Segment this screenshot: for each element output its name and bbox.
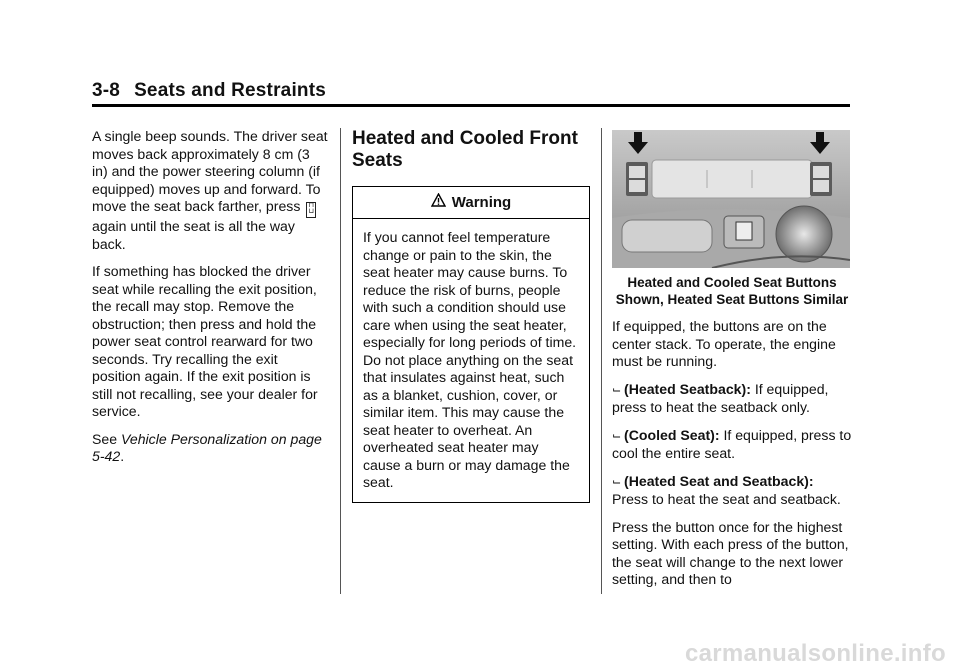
list-item: ⌙ (Heated Seat and Seatback): Press to heat the seat and seatback.	[612, 472, 841, 507]
warning-text: If you cannot feel temperature change or pain to the skin, the seat heater may cause burns. To reduce the risk of burns, people with such a condition should use care when using the seat heater, especially for long periods of time. Do not place anything on the seat that insulates against heat, such as a blanket, cushion, cover, or similar item. This may cause the seat heater to overheat. An overheated seat heater may cause a burn or may damage the seat.	[363, 229, 577, 490]
column-divider	[340, 128, 341, 594]
paragraph: A single beep sounds. The driver seat moves back approximately 8 cm (3 in) and the power steering column (if equipped) moves up and forward. To move the seat back farther, press ⊓ ⊔ again until the seat is all the way back.	[92, 128, 328, 252]
warning-triangle-icon	[431, 193, 446, 212]
seat-buttons-photo	[612, 130, 850, 268]
warning-header	[353, 187, 589, 219]
list-item: ⌙ (Heated Seatback): If equipped, press to heat the seatback only.	[612, 380, 829, 415]
warning-title: Warning	[451, 193, 512, 211]
page-number: 3-8	[92, 80, 121, 101]
heated-seatback-icon: ⌙	[612, 383, 622, 396]
page-header	[92, 80, 850, 102]
column-3	[612, 130, 852, 599]
section-title: Seats and Restraints	[134, 80, 327, 101]
paragraph: If something has blocked the driver seat while recalling the exit position, the recall may stop. Remove the obstruction; then press and hold the power seat control rearward for two seconds. Try recalling the exit position again. If the exit position is still not recalling, see your dealer for service.	[92, 263, 318, 419]
header-rule	[92, 104, 850, 107]
column-divider	[601, 128, 602, 594]
watermark: carmanualsonline.info	[684, 640, 946, 667]
list-item: ⌙ (Cooled Seat): If equipped, press to cool the entire seat.	[612, 426, 852, 461]
section-heading: Heated and Cooled Front Seats	[352, 128, 578, 171]
cross-reference-link[interactable]: Vehicle Personalization on page 5-42	[92, 430, 322, 464]
column-2	[352, 128, 590, 503]
column-1	[92, 128, 328, 476]
paragraph: Press the button once for the highest setting. With each press of the button, the seat will change to the next lower setting, and then to	[612, 518, 849, 587]
figure-caption: Heated and Cooled Seat Buttons Shown, Heated Seat Buttons Similar	[615, 275, 849, 307]
paragraph: If equipped, the buttons are on the center stack. To operate, the engine must be running.	[612, 318, 836, 369]
cooled-seat-icon: ⌙	[612, 429, 622, 442]
seat-memory-exit-icon: ⊓ ⊔	[306, 202, 316, 218]
figure-seat-buttons	[612, 130, 850, 268]
warning-box	[352, 186, 590, 503]
paragraph: See Vehicle Personalization on page 5-42.	[92, 430, 322, 464]
heated-seat-seatback-icon: ⌙	[612, 475, 622, 488]
page-title	[92, 80, 850, 102]
